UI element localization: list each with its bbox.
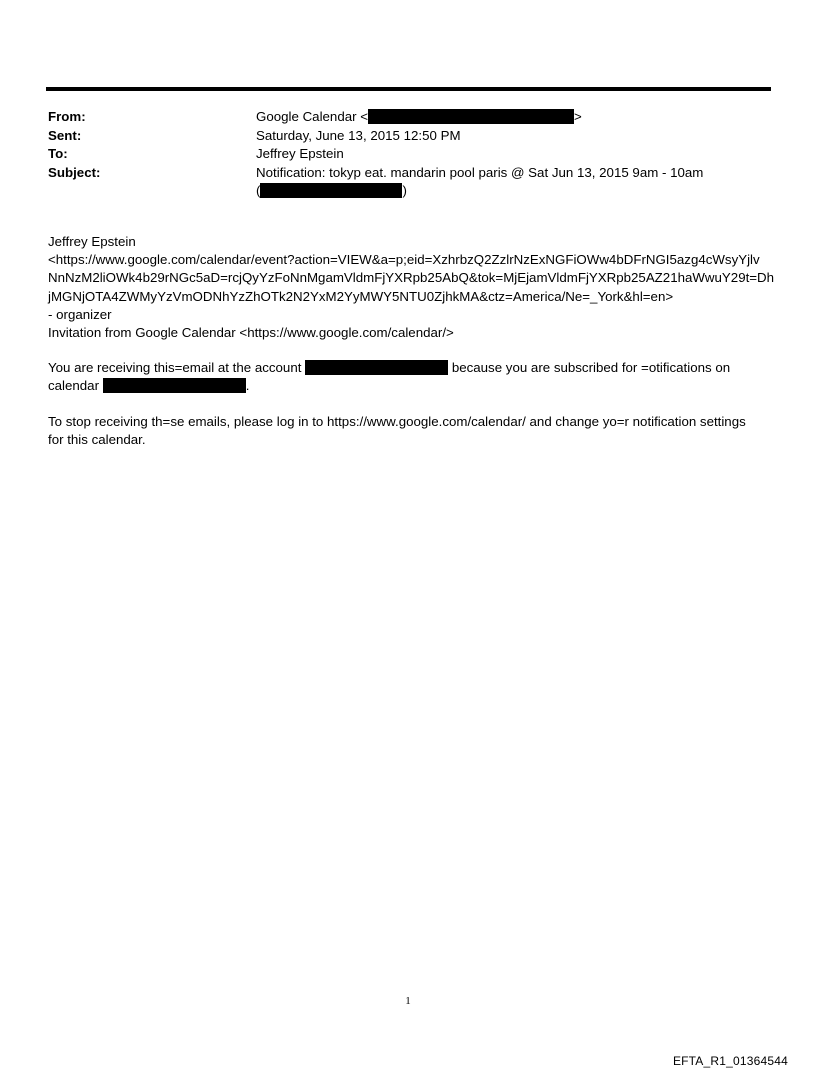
recipient-name: Jeffrey Epstein xyxy=(48,234,136,249)
sent-label: Sent: xyxy=(48,127,82,143)
subject-continuation xyxy=(256,182,407,201)
calendar-line xyxy=(48,377,773,395)
sent-value: Saturday, June 13, 2015 12:50 PM xyxy=(256,127,461,143)
calendar-prefix: calendar xyxy=(48,378,100,394)
redaction-box xyxy=(103,378,246,393)
to-value: Jeffrey Epstein xyxy=(256,146,344,161)
receiving-line xyxy=(48,359,773,377)
page-number: 1 xyxy=(405,995,411,1007)
from-sender: Google Calendar < xyxy=(256,109,368,124)
event-link-line-1: <https://www.google.com/calendar/event?action=VIEW&a=p;eid=XzhrbzQ2ZzlrNzExNGFiOWw4bDFrNGI5azg4cWsyYjlv xyxy=(48,252,760,268)
email-header xyxy=(48,108,768,201)
to-label: To: xyxy=(48,146,68,161)
to-row xyxy=(48,145,768,164)
subject-label: Subject: xyxy=(48,164,101,180)
receiving-prefix: You are receiving this=email at the account xyxy=(48,360,302,376)
redaction-box xyxy=(305,360,448,375)
from-value xyxy=(256,108,582,127)
stop-line-2: for this calendar. xyxy=(48,431,146,447)
subject-paren-open: ( xyxy=(256,183,261,198)
calendar-suffix: . xyxy=(245,378,250,394)
invitation-line: Invitation from Google Calendar <https://www.google.com/calendar/> xyxy=(48,324,454,340)
organizer-line: - organizer xyxy=(48,306,112,322)
redaction-box xyxy=(368,109,574,124)
subject-row xyxy=(48,164,768,183)
subject-paren-close: ) xyxy=(402,183,407,198)
from-label: From: xyxy=(48,109,86,124)
receiving-suffix: because you are subscribed for =otifications on xyxy=(451,360,731,376)
redaction-box xyxy=(260,183,402,198)
stop-line-1: To stop receiving th=se emails, please log in to https://www.google.com/calendar/ and change yo=r notification settings xyxy=(48,413,746,429)
document-id: EFTA_R1_01364544 xyxy=(672,1054,788,1068)
from-close: > xyxy=(574,109,582,124)
header-divider xyxy=(46,87,771,91)
sent-row xyxy=(48,127,768,146)
event-link-line-3: jMGNjOTA4ZWMyYzVmODNhYzZhOTk2N2YxM2YyMWY5NTU0ZjhkMA&ctz=America/Ne=_York&hl=en> xyxy=(48,288,674,304)
email-body xyxy=(48,233,773,449)
from-row xyxy=(48,108,768,127)
subject-continuation-row xyxy=(48,182,768,201)
event-link-line-2: NnNzM2liOWk4b29rNGc5aD=rcjQyYzFoNnMgamVldmFjYXRpb25AbQ&tok=MjEjamVldmFjYXRpb25AZ21haWwuY29t=Dh xyxy=(48,270,775,286)
subject-value: Notification: tokyp eat. mandarin pool paris @ Sat Jun 13, 2015 9am - 10am xyxy=(256,164,704,180)
